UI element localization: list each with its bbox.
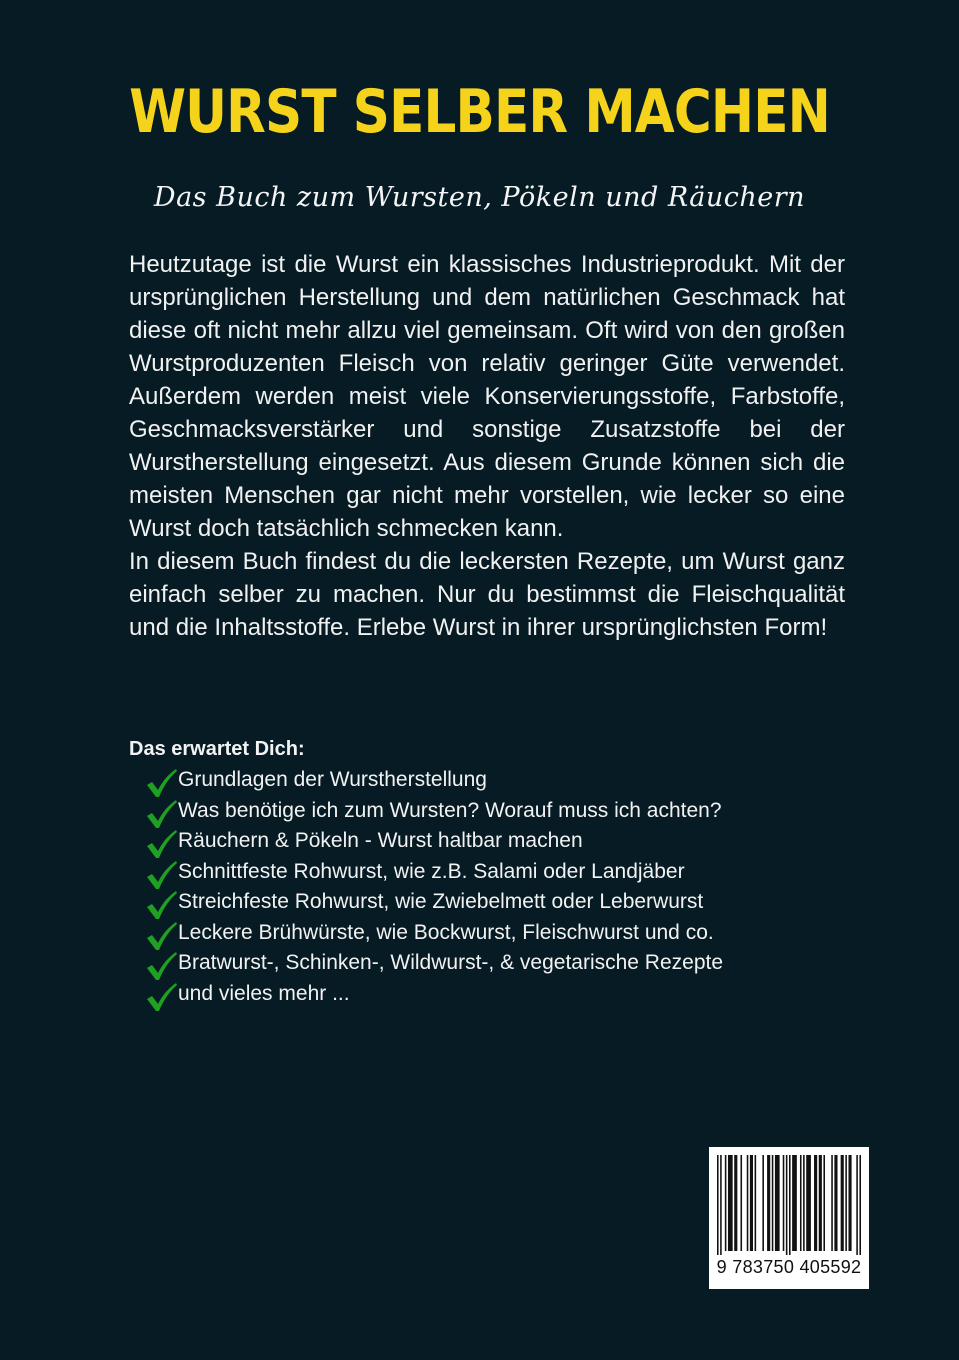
feature-label: Bratwurst-, Schinken-, Wildwurst-, & vegetarische Rezepte	[178, 951, 724, 975]
barcode-bar	[717, 1155, 719, 1255]
barcode-bars	[717, 1155, 861, 1255]
barcode-bar	[772, 1155, 774, 1251]
barcode-bar	[806, 1155, 811, 1251]
description	[129, 248, 845, 644]
barcode-bar	[750, 1155, 753, 1251]
checkmark-icon	[144, 768, 178, 798]
feature-label: und vieles mehr ...	[178, 981, 350, 1005]
barcode-bar	[767, 1155, 770, 1251]
barcode-bar	[747, 1155, 749, 1251]
features-list	[144, 765, 864, 1009]
barcode-bar	[800, 1155, 802, 1251]
barcode-bar	[783, 1155, 785, 1251]
list-item	[144, 918, 864, 949]
feature-label: Grundlagen der Wurstherstellung	[178, 768, 487, 792]
feature-label: Schnittfeste Rohwurst, wie z.B. Salami oder Landjäber	[178, 859, 685, 883]
barcode-bar	[803, 1155, 805, 1251]
barcode-bar	[823, 1155, 825, 1251]
barcode-bar	[789, 1155, 791, 1255]
barcode-bar	[792, 1155, 797, 1251]
feature-label: Streichfeste Rohwurst, wie Zwiebelmett oder Leberwurst	[178, 890, 704, 914]
barcode-bar	[775, 1155, 780, 1251]
barcode-bar	[740, 1155, 742, 1251]
checkmark-icon	[144, 890, 178, 920]
checkmark-icon	[144, 982, 178, 1012]
list-item	[144, 948, 864, 979]
barcode-bar	[720, 1155, 722, 1255]
barcode-bar	[786, 1155, 788, 1255]
barcode-bar	[845, 1155, 847, 1251]
barcode-bar	[841, 1155, 844, 1251]
book-title: WURST SELBER MACHEN	[129, 77, 830, 147]
checkmark-icon	[144, 829, 178, 859]
list-item	[144, 857, 864, 888]
barcode-bar	[819, 1155, 822, 1251]
feature-label: Leckere Brühwürste, wie Bockwurst, Fleischwurst und co.	[178, 920, 714, 944]
barcode-bar	[755, 1155, 757, 1251]
checkmark-icon	[144, 799, 178, 829]
checkmark-icon	[144, 860, 178, 890]
barcode-bar	[762, 1155, 764, 1251]
barcode-bar	[734, 1155, 737, 1251]
list-item	[144, 887, 864, 918]
isbn-barcode	[709, 1147, 869, 1289]
list-item	[144, 826, 864, 857]
feature-label: Was benötige ich zum Wursten? Worauf muss ich achten?	[178, 798, 722, 822]
barcode-number: 9 783750 405592	[716, 1257, 862, 1277]
barcode-bar	[728, 1155, 733, 1251]
checkmark-icon	[144, 951, 178, 981]
features-heading: Das erwartet Dich:	[129, 738, 305, 760]
checkmark-icon	[144, 921, 178, 951]
list-item	[144, 765, 864, 796]
feature-label: Räuchern & Pökeln - Wurst haltbar machen	[178, 829, 583, 853]
barcode-bar	[814, 1155, 817, 1251]
description-paragraph: In diesem Buch findest du die leckersten Rezepte, um Wurst ganz einfach selber zu machen. Nur du bestimmst die Fleischqualität und die Inhaltsstoffe. Erlebe Wurst in ihrer ursprünglichsten Form!	[129, 548, 845, 641]
list-item	[144, 796, 864, 827]
barcode-bar	[856, 1155, 858, 1255]
barcode-bar	[834, 1155, 837, 1251]
barcode-bar	[725, 1155, 727, 1251]
book-subtitle: Das Buch zum Wursten, Pökeln und Räuchern	[153, 182, 806, 213]
description-paragraph: Heutzutage ist die Wurst ein klassisches Industrieprodukt. Mit der ursprünglichen Herstellung und dem natürlichen Geschmack hat diese oft nicht mehr allzu viel gemeinsam. Oft wird von den großen Wurstproduzenten Fleisch von relativ geringer Güte verwendet. Außerdem werden meist viele Konservierungsstoffe, Farbstoffe, Geschmacksverstärker und sonstige Zusatzstoffe bei der Wurstherstellung eingesetzt. Aus diesem Grunde können sich die meisten Menschen gar nicht mehr vorstellen, wie lecker so eine Wurst doch tatsächlich schmecken kann.	[129, 251, 845, 542]
barcode-bar	[848, 1155, 851, 1251]
barcode-bar	[859, 1155, 861, 1255]
list-item	[144, 979, 864, 1010]
barcode-bar	[831, 1155, 833, 1251]
